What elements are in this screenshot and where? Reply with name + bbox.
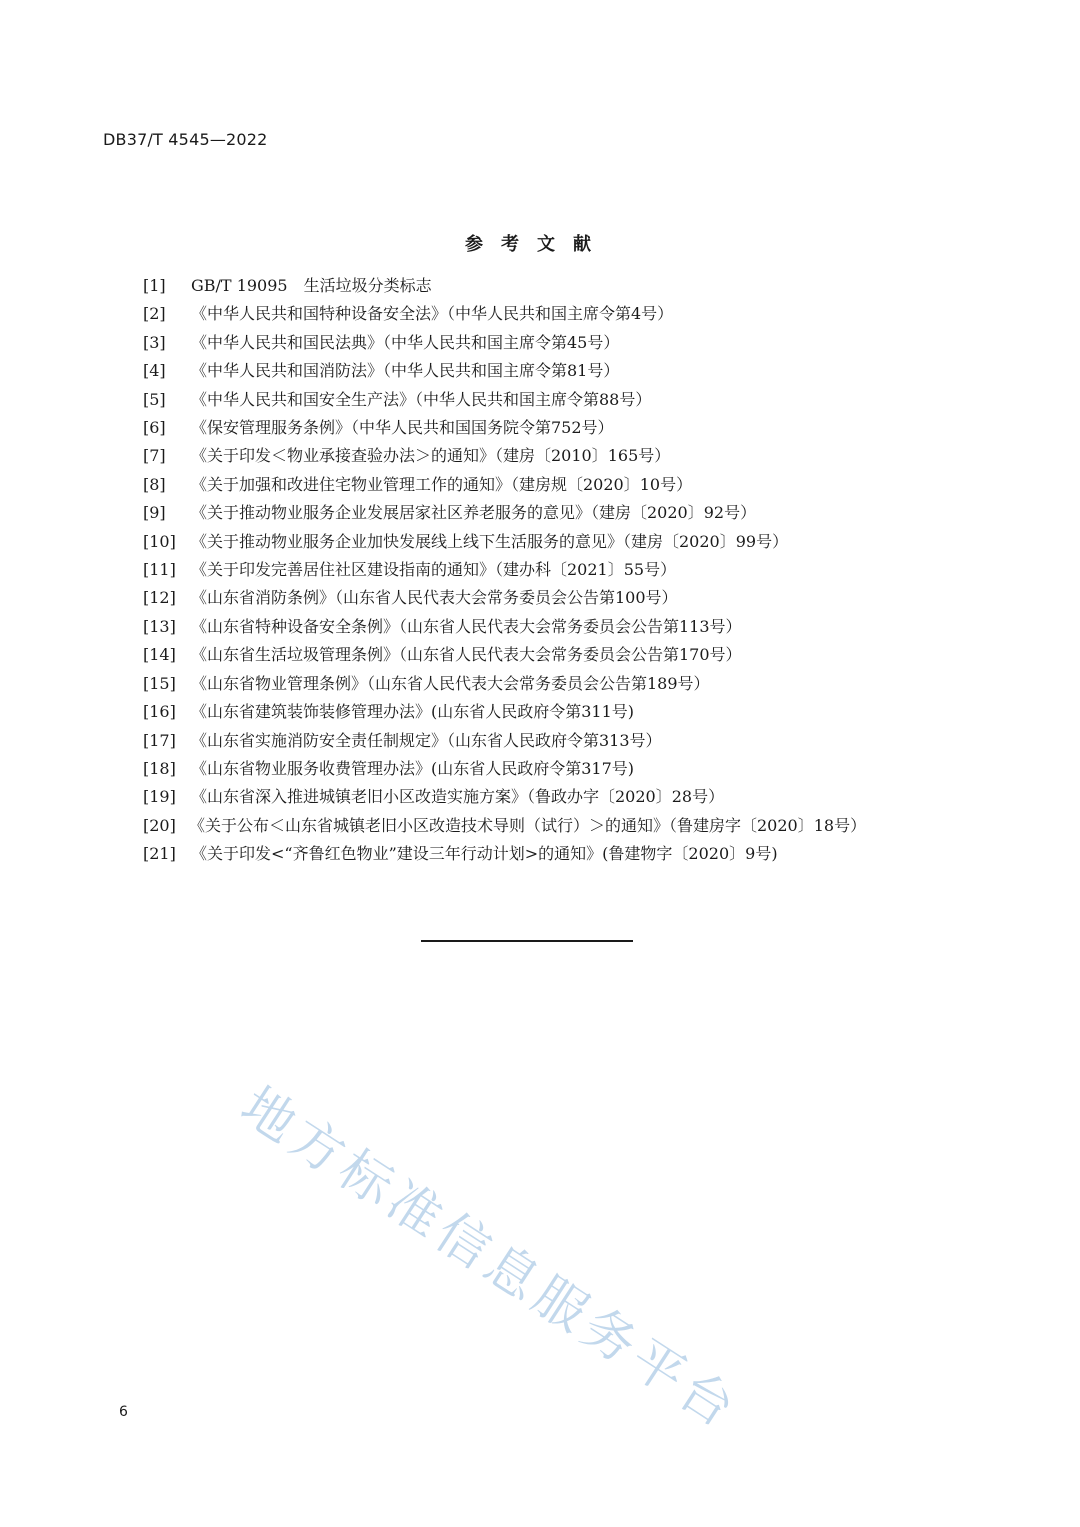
reference-text: 《中华人民共和国安全生产法》（中华人民共和国主席令第88号） [191,389,652,409]
reference-number: [14] [143,645,176,665]
reference-item [103,499,963,527]
reference-number: [3] [143,332,166,352]
reference-number: [5] [143,389,166,409]
reference-item [103,698,963,726]
reference-item [103,812,963,840]
reference-text: 《山东省深入推进城镇老旧小区改造实施方案》（鲁政办字〔2020〕28号） [191,787,725,807]
reference-text: 《中华人民共和国消防法》（中华人民共和国主席令第81号） [191,361,620,381]
reference-item [103,329,963,357]
reference-item [103,584,963,612]
reference-item [103,272,963,300]
reference-item [103,840,963,868]
reference-number: [6] [143,418,166,438]
reference-text: 《关于印发完善居住社区建设指南的通知》（建办科〔2021〕55号） [191,560,677,580]
watermark: 地方标准信息服务平台 [230,1075,750,1443]
reference-number: [13] [143,616,176,636]
reference-number: [2] [143,304,166,324]
reference-item [103,613,963,641]
reference-item [103,727,963,755]
reference-text: 《中华人民共和国民法典》（中华人民共和国主席令第45号） [191,332,620,352]
reference-number: [18] [143,758,176,778]
reference-text: 《中华人民共和国特种设备安全法》（中华人民共和国主席令第4号） [191,304,674,324]
reference-text: GB/T 19095 生活垃圾分类标志 [191,276,432,295]
reference-number: [12] [143,588,176,608]
reference-item [103,386,963,414]
reference-item [103,670,963,698]
section-title [0,230,1056,256]
reference-number: [19] [143,787,176,807]
reference-item [103,471,963,499]
reference-text: 《山东省物业管理条例》（山东省人民代表大会常务委员会公告第189号） [191,673,710,693]
reference-item [103,414,963,442]
reference-number: [17] [143,730,176,750]
reference-text: 《关于印发＜物业承接查验办法＞的通知》（建房〔2010〕165号） [191,446,671,466]
reference-number: [1] [143,276,166,295]
reference-text: 《关于公布＜山东省城镇老旧小区改造技术导则（试行）＞的通知》（鲁建房字〔2020〕18号） [189,815,867,835]
reference-item [103,528,963,556]
reference-text: 《关于加强和改进住宅物业管理工作的通知》（建房规〔2020〕10号） [191,474,693,494]
reference-item [103,556,963,584]
reference-number: [10] [143,531,176,551]
reference-item [103,755,963,783]
reference-item [103,300,963,328]
title-char: 考 [501,234,519,255]
reference-number: [15] [143,673,176,693]
reference-text: 《关于推动物业服务企业加快发展线上线下生活服务的意见》（建房〔2020〕99号） [191,531,789,551]
reference-number: [11] [143,560,176,580]
title-char: 参 [465,234,483,255]
reference-text: 《关于推动物业服务企业发展居家社区养老服务的意见》（建房〔2020〕92号） [191,503,757,523]
reference-item [103,442,963,470]
document-id: DB37/T 4545—2022 [103,130,268,149]
reference-item [103,783,963,811]
reference-item [103,641,963,669]
reference-number: [8] [143,474,166,494]
reference-text: 《山东省生活垃圾管理条例》（山东省人民代表大会常务委员会公告第170号） [191,645,742,665]
reference-number: [16] [143,702,176,722]
reference-text: 《山东省实施消防安全责任制规定》（山东省人民政府令第313号） [191,730,662,750]
reference-list [103,272,963,869]
title-char: 献 [573,234,591,255]
page-number: 6 [119,1404,128,1420]
reference-number: [21] [143,844,176,864]
reference-number: [4] [143,361,166,381]
end-divider [421,940,633,942]
reference-text: 《关于印发<“齐鲁红色物业”建设三年行动计划>的通知》(鲁建物字〔2020〕9号) [191,844,778,864]
reference-item [103,357,963,385]
reference-number: [7] [143,446,166,466]
reference-text: 《山东省建筑装饰装修管理办法》(山东省人民政府令第311号) [191,702,635,722]
reference-text: 《山东省特种设备安全条例》（山东省人民代表大会常务委员会公告第113号） [191,616,742,636]
reference-text: 《山东省消防条例》（山东省人民代表大会常务委员会公告第100号） [191,588,678,608]
reference-number: [20] [143,815,176,835]
title-char: 文 [537,234,555,255]
reference-text: 《山东省物业服务收费管理办法》(山东省人民政府令第317号) [191,758,635,778]
reference-text: 《保安管理服务条例》（中华人民共和国国务院令第752号） [191,418,614,438]
reference-number: [9] [143,503,166,523]
